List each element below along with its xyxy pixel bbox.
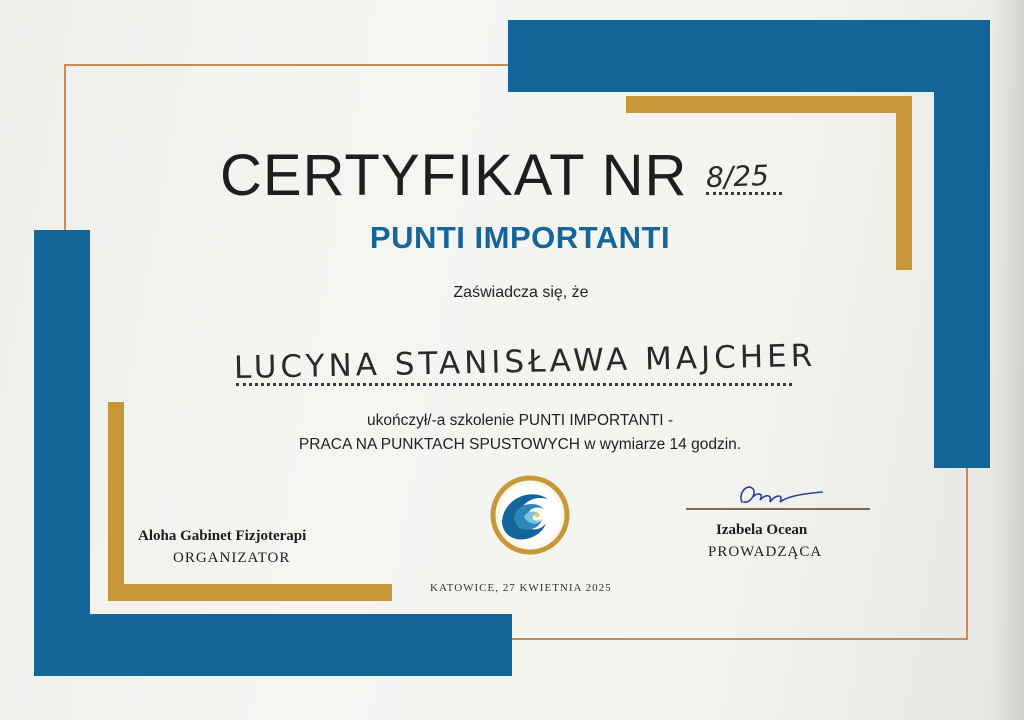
organizer-name: Aloha Gabinet Fizjoterapi [138, 528, 307, 544]
paper-shadow [990, 0, 1024, 720]
blue-band-top [508, 20, 990, 92]
course-title: PUNTI IMPORTANTI [369, 220, 671, 255]
frame-line-right [966, 466, 968, 640]
gold-bar-bottom [108, 584, 392, 601]
frame-line-bottom [512, 638, 968, 640]
instructor-role: PROWADZĄCA [708, 544, 823, 560]
signature-line [686, 508, 870, 510]
place-date: KATOWICE, 27 KWIETNIA 2025 [430, 582, 612, 594]
blue-band-bottom [34, 614, 512, 676]
wave-circle-logo-icon [490, 475, 570, 555]
gold-bar-top [626, 96, 912, 113]
attestation-text: Zaświadcza się, że [453, 284, 589, 301]
frame-line-top [64, 64, 510, 66]
recipient-name: LUCYNA STANISŁAWA MAJCHER [233, 337, 817, 387]
instructor-name: Izabela Ocean [716, 522, 808, 538]
number-dotted-line [706, 192, 782, 195]
completion-line-2: PRACA NA PUNKTACH SPUSTOWYCH w wymiarze 14 godzin. [298, 436, 742, 453]
certificate-title: CERTYFIKAT NR [220, 143, 688, 208]
certificate-number: 8/25 [705, 158, 770, 195]
organizer-role: ORGANIZATOR [173, 550, 291, 566]
name-dotted-line [236, 383, 792, 386]
frame-line-left [64, 64, 66, 230]
completion-line-1: ukończył/-a szkolenie PUNTI IMPORTANTI - [366, 412, 674, 429]
gold-bar-left [108, 402, 124, 600]
handwritten-signature-icon [736, 480, 826, 510]
